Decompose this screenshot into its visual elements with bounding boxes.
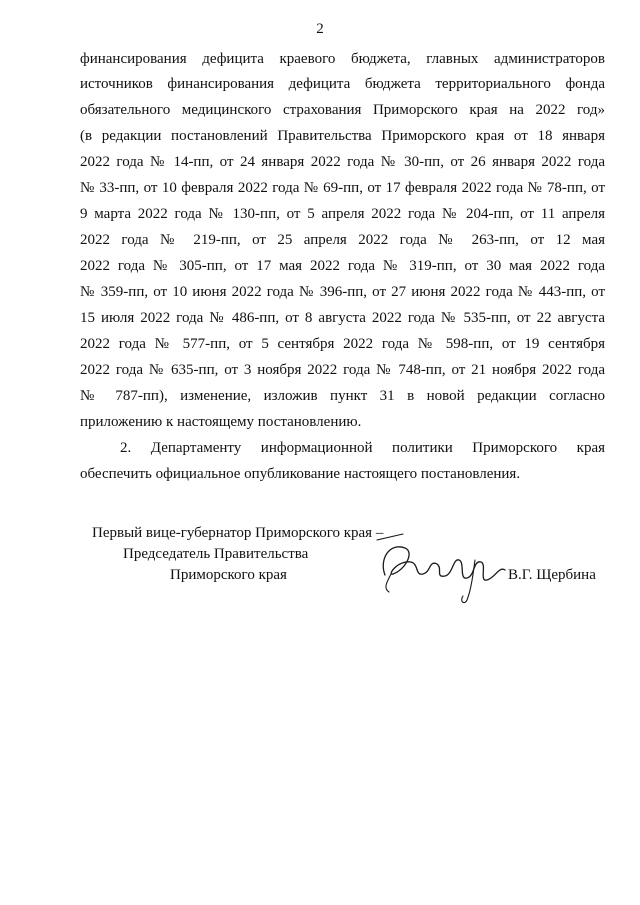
text-line: № 787-пп), изменение, изложив пункт 31 в новой редакции согласно — [80, 388, 605, 404]
text-line: финансирования дефицита краевого бюджета, главных администраторов — [80, 51, 605, 67]
text-line: 2022 года № 577-пп, от 5 сентября 2022 года № 598-пп, от 19 сентября — [80, 336, 605, 352]
signer-title-line-3: Приморского края — [170, 567, 287, 583]
text-line: № 33-пп, от 10 февраля 2022 года № 69-пп, от 17 февраля 2022 года № 78-пп, от — [80, 180, 605, 196]
text-line: обязательного медицинского страхования Приморского края на 2022 год» — [80, 102, 605, 118]
text-line: 2022 года № 305-пп, от 17 мая 2022 года № 319-пп, от 30 мая 2022 года — [80, 258, 605, 274]
signer-title-line-1: Первый вице-губернатор Приморского края – — [92, 525, 384, 541]
signer-name: В.Г. Щербина — [508, 567, 596, 583]
signer-title-line-2: Председатель Правительства — [123, 546, 309, 562]
text-line: (в редакции постановлений Правительства Приморского края от 18 января — [80, 128, 605, 144]
text-line: 9 марта 2022 года № 130-пп, от 5 апреля 2022 года № 204-пп, от 11 апреля — [80, 206, 605, 222]
page-number: 2 — [316, 21, 324, 37]
text-line: обеспечить официальное опубликование настоящего постановления. — [80, 466, 521, 482]
text-line: № 359-пп, от 10 июня 2022 года № 396-пп, от 27 июня 2022 года № 443-пп, от — [80, 284, 605, 300]
text-line: источников финансирования дефицита бюджета территориального фонда — [80, 76, 605, 92]
text-line: 2022 года № 219-пп, от 25 апреля 2022 года № 263-пп, от 12 мая — [80, 232, 605, 248]
text-line: 2. Департаменту информационной политики Приморского края — [120, 440, 605, 456]
handwritten-signature — [375, 530, 515, 610]
text-line: 15 июля 2022 года № 486-пп, от 8 августа 2022 года № 535-пп, от 22 августа — [80, 310, 605, 326]
text-line: 2022 года № 635-пп, от 3 ноября 2022 года № 748-пп, от 21 ноября 2022 года — [80, 362, 605, 378]
text-line: 2022 года № 14-пп, от 24 января 2022 года № 30-пп, от 26 января 2022 года — [80, 154, 605, 170]
text-line: приложению к настоящему постановлению. — [80, 414, 362, 430]
